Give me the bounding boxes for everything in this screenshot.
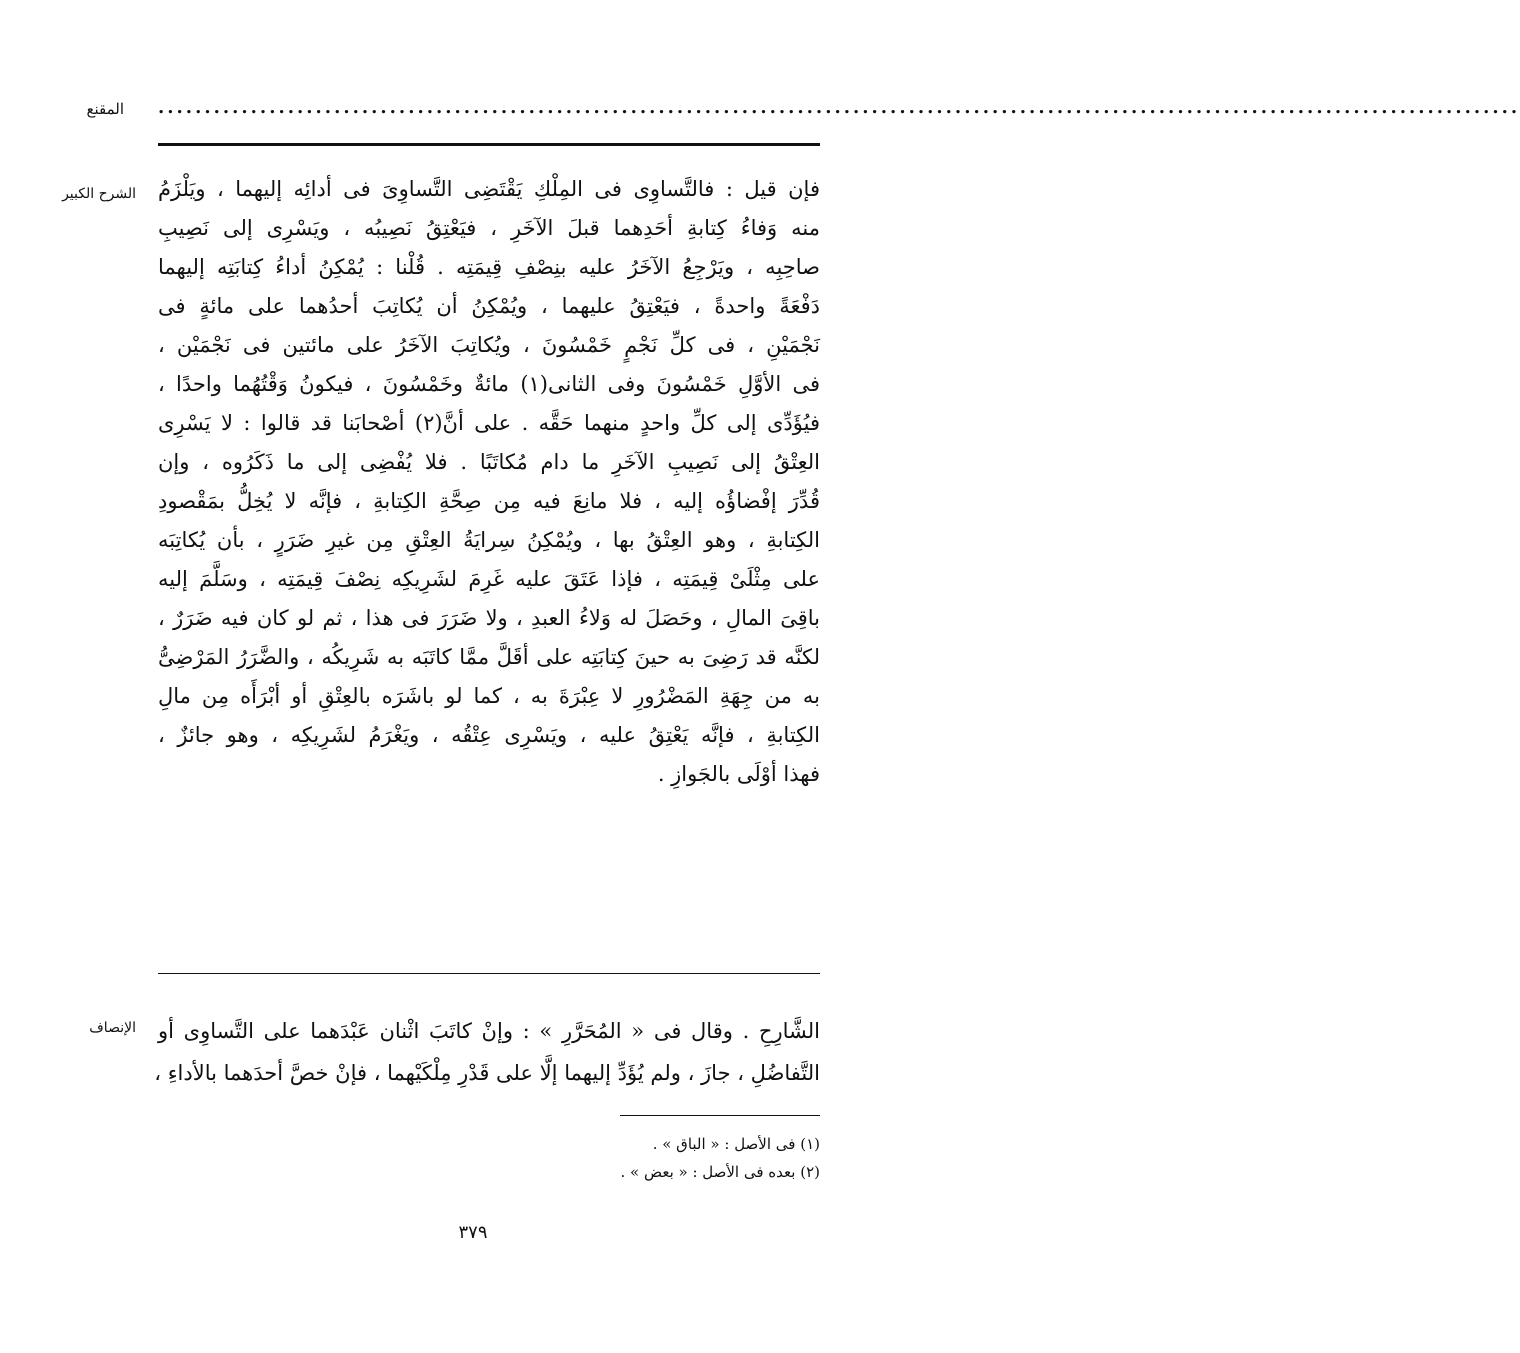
text-line: منه وَفاءُ كِتابةِ أحَدِهما قبلَ الآخَرِ ، فيَعْتِقُ نَصِيبُه ، ويَسْرِى إلى نَصِيبِ bbox=[158, 216, 820, 240]
footnotes bbox=[420, 1130, 820, 1186]
book-title-header: المقنع bbox=[86, 100, 124, 118]
text-line: الشَّارِحِ . وقال فى « المُحَرَّرِ » : وإنْ كاتَبَ اثْنان عَبْدَهما على التَّساوِى أو bbox=[158, 1019, 820, 1043]
text-line: فى الأوَّلِ خَمْسُونَ وفى الثانى(١) مائةٌ وخَمْسُونَ ، فيكونُ وَقْتُهُما واحدًا ، bbox=[158, 372, 820, 396]
text-line: صاحِبِه ، ويَرْجِعُ الآخَرُ عليه بنِصْفِ قِيمَتِه . قُلْنا : يُمْكِنُ أداءُ كِتابَتِه إليهما bbox=[158, 255, 820, 279]
text-line: نَجْمَيْنِ ، فى كلِّ نَجْمٍ خَمْسُونَ ، ويُكاتِبَ الآخَرُ على مائتين فى نَجْمَيْن ، bbox=[158, 333, 820, 357]
insaf-text bbox=[154, 1010, 820, 1094]
text-line: لكنَّه قد رَضِىَ به حينَ كِتابَتِه على أقَلَّ ممَّا كاتَبَه به شَرِيكُه ، والضَّرَرُ المَرْضِىُّ bbox=[158, 645, 820, 669]
insaf-section-label: الإنصاف bbox=[89, 1020, 136, 1036]
text-line: به من جِهَةِ المَضْرُورِ لا عِبْرَةَ به ، كما لو باشَرَه بالعِتْقِ أو أبْرَأَه مِن مالِ bbox=[158, 684, 820, 708]
header-dotted-rule: ................................................................................................................................................... bbox=[158, 97, 1520, 118]
footnote-rule bbox=[620, 1115, 820, 1116]
page-number: ٣٧٩ bbox=[458, 1222, 488, 1243]
text-line: التَّفاضُلِ ، جازَ ، ولم يُؤَدِّ إليهما إلَّا على قَدْرِ مِلْكَيْهما ، فإنْ خصَّ أحدَهما بالأداءِ ، bbox=[154, 1061, 820, 1085]
section-divider bbox=[158, 973, 820, 974]
footnote-1: (١) فى الأصل : « الباق » . bbox=[652, 1135, 820, 1153]
text-line: باقِىَ المالِ ، وحَصَلَ له وَلاءُ العبدِ ، ولا ضَرَرَ فى هذا ، ثم لو كان فيه ضَرَرٌ ، bbox=[158, 606, 820, 630]
sharh-section-label: الشرح الكبير bbox=[62, 186, 136, 202]
text-line: على مِثْلَىْ قِيمَتِه ، فإذا عَتَقَ عليه غَرِمَ لشَرِيكِه نِصْفَ قِيمَتِه ، وسَلَّمَ إليه bbox=[158, 567, 820, 591]
text-line: العِتْقُ إلى نَصِيبِ الآخَرِ ما دام مُكاتَبًا . فلا يُفْضِى إلى ما ذَكَرُوه ، وإن bbox=[158, 450, 820, 474]
text-line: فيُؤَدِّى إلى كلِّ واحدٍ منهما حَقَّه . على أنَّ(٢) أصْحابَنا قد قالوا : لا يَسْرِى bbox=[158, 411, 820, 435]
text-line: الكِتابةِ ، وهو العِتْقُ بها ، ويُمْكِنُ سِرايَةُ العِتْقِ مِن غيرِ ضَرَرٍ ، بأن يُكاتِبَه bbox=[158, 528, 820, 552]
text-line: فهذا أوْلَى بالجَوازِ . bbox=[657, 762, 820, 786]
text-line: الكِتابةِ ، فإنَّه يَعْتِقُ عليه ، ويَسْرِى عِتْقُه ، ويَغْرَمُ لشَرِيكِه ، وهو جائزٌ ، bbox=[158, 723, 820, 747]
text-line: دَفْعَةً واحدةً ، فيَعْتِقُ عليهما ، ويُمْكِنُ أن يُكاتِبَ أحدُهما على مائةٍ فى bbox=[158, 294, 820, 318]
text-line: فإن قيل : فالتَّساوِى فى المِلْكِ يَقْتَضِى التَّساوِىَ فى أدائِه إليهما ، ويَلْزَمُ bbox=[158, 177, 820, 201]
text-line: قُدِّرَ إفْضاؤُه إليه ، فلا مانِعَ فيه مِن صِحَّةِ الكِتابةِ ، فإنَّه لا يُخِلُّ بمَقْصودِ bbox=[158, 489, 820, 513]
footnote-2: (٢) بعده فى الأصل : « بعض » . bbox=[620, 1163, 820, 1181]
header-rule bbox=[158, 143, 820, 146]
sharh-main-text bbox=[158, 170, 820, 794]
